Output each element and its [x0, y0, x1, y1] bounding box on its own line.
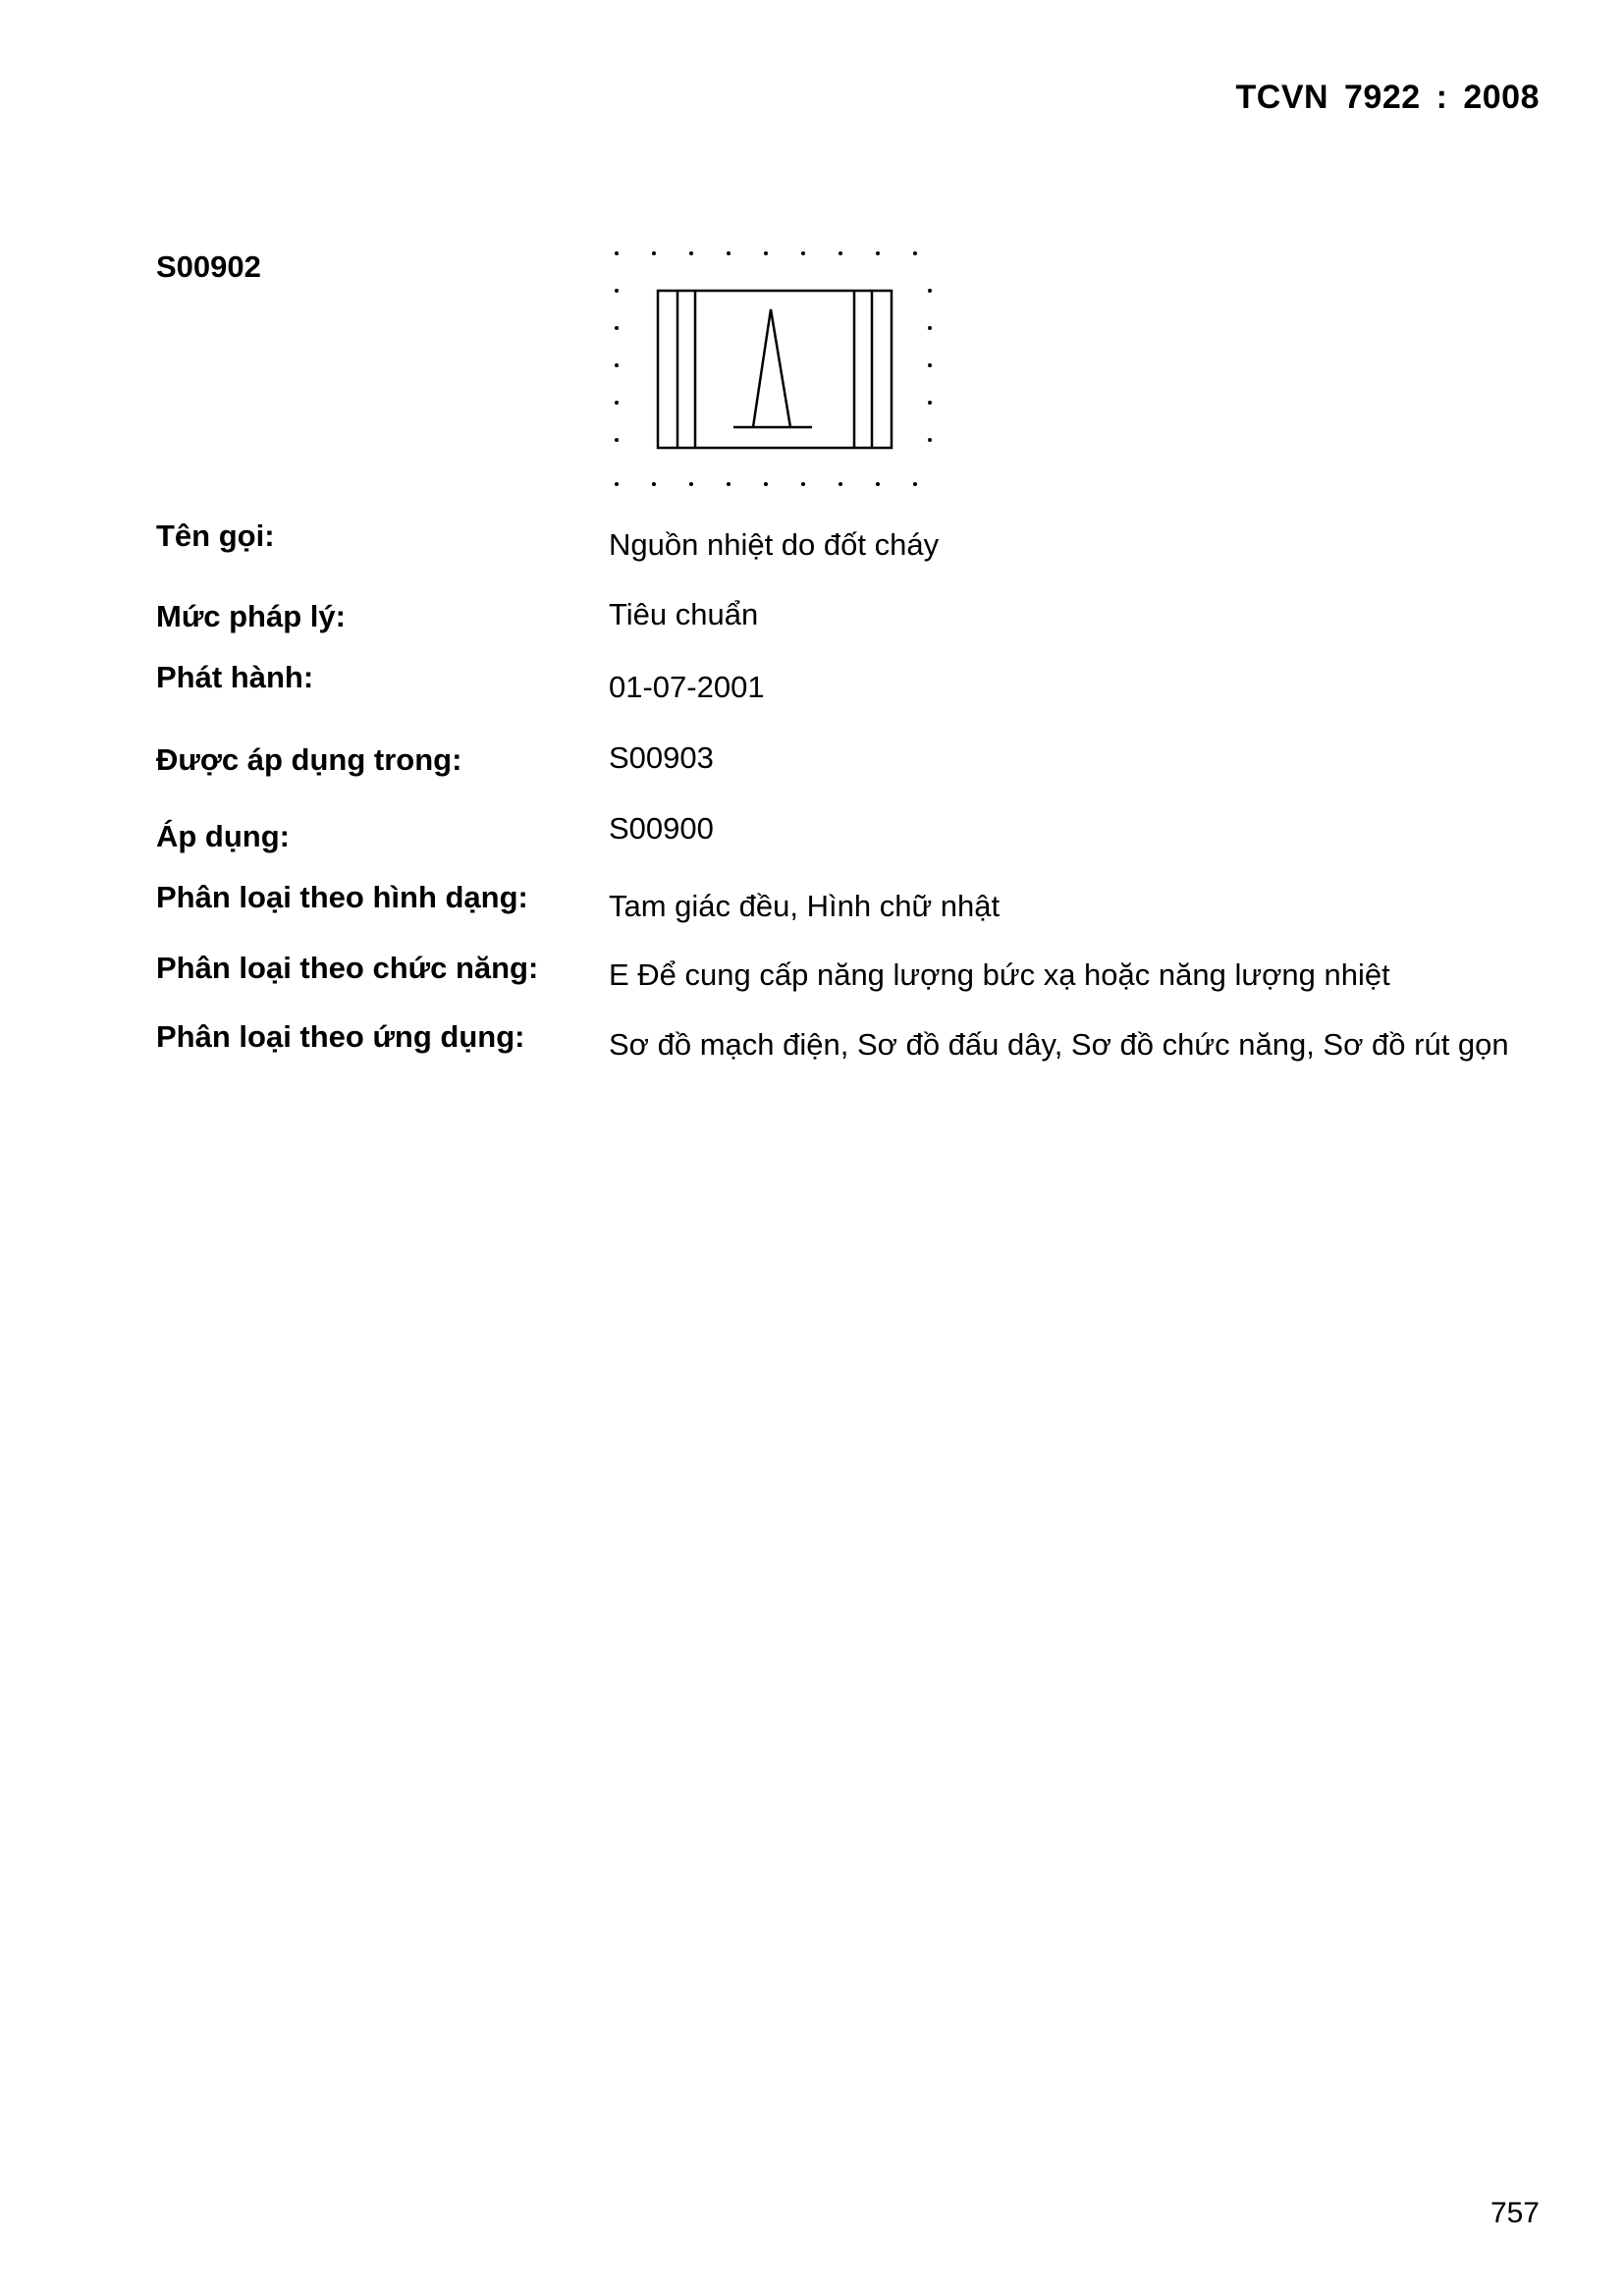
symbol-outline — [658, 291, 892, 448]
field-label-issued: Phát hành: — [156, 660, 314, 694]
field-value-name: Nguồn nhiệt do đốt cháy — [609, 527, 940, 562]
grid-dots — [615, 251, 932, 486]
document-standard-header: TCVN 7922 : 2008 — [1235, 79, 1540, 116]
field-value-shape-class: Tam giác đều, Hình chữ nhật — [609, 889, 1001, 923]
field-value-legal-level: Tiêu chuẩn — [609, 597, 759, 631]
field-value-applies: S00900 — [609, 811, 714, 846]
field-label-applies: Áp dụng: — [156, 819, 291, 853]
symbol-figure — [599, 236, 943, 501]
field-value-function-class: E Để cung cấp năng lượng bức xạ hoặc năng lượng nhiệt — [609, 957, 1390, 992]
field-label-shape-class: Phân loại theo hình dạng: — [156, 880, 528, 914]
field-label-applied-in: Được áp dụng trong: — [156, 742, 462, 777]
symbol-code: S00902 — [156, 249, 261, 284]
field-label-application-class: Phân loại theo ứng dụng: — [156, 1019, 525, 1054]
field-label-function-class: Phân loại theo chức năng: — [156, 951, 539, 985]
field-value-issued: 01-07-2001 — [609, 670, 765, 704]
field-label-name: Tên gọi: — [156, 519, 275, 553]
page-number: 757 — [1489, 2197, 1540, 2229]
field-label-legal-level: Mức pháp lý: — [156, 599, 346, 633]
field-value-application-class: Sơ đồ mạch điện, Sơ đồ đấu dây, Sơ đồ chức năng, Sơ đồ rút gọn — [609, 1027, 1509, 1062]
field-value-applied-in: S00903 — [609, 740, 714, 775]
